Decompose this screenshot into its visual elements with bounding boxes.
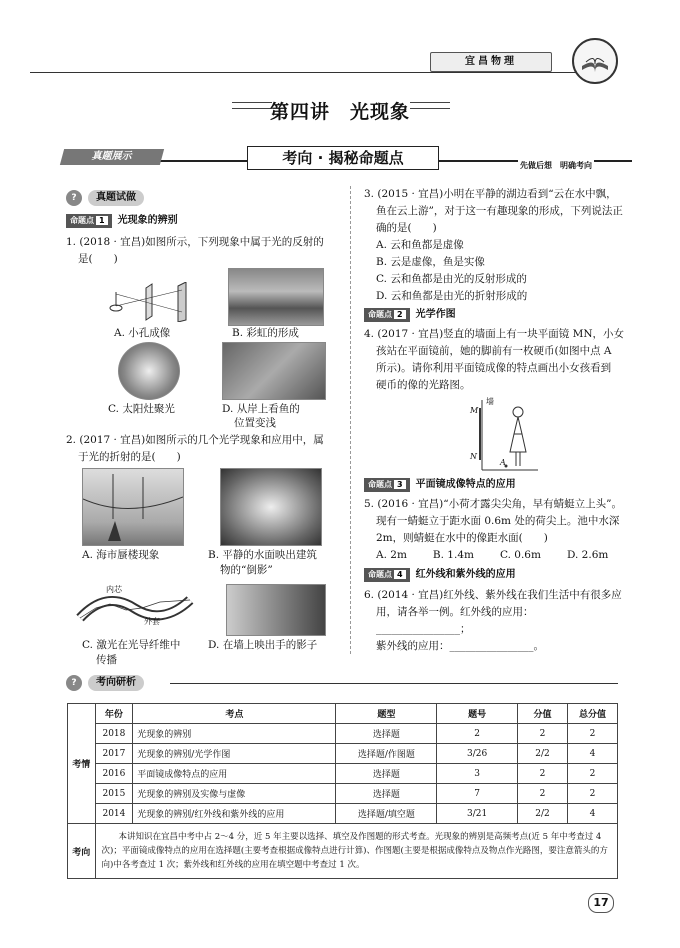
table-row: 2018 光现象的辨别 选择题 2 2 2 [68,724,618,744]
q1-option-a: A. 小孔成像 [114,327,171,339]
question-3: 3. (2015 · 宜昌)小明在平静的湖边看到“云在水中飘， 鱼在云上游”，对于这一有趣现象的形成，下列说法正 确的是( ) A. 云和鱼都是虚像 B. 云是虚像，鱼是实像 C. 云和鱼都是由光的反射形成的 D. 云和鱼都是由光的折射形成的 [364,188,623,302]
table-row: 2017 光现象的辨别/光学作图 选择题/作图题 3/26 2/2 4 [68,744,618,764]
fiber-cladding-label: 外套 [144,617,160,626]
fiber-core-label: 内芯 [106,585,122,594]
infrared-blank[interactable]: ________________； [376,623,471,635]
wall-label: 墙 [486,397,494,406]
hand-shadow-photo [226,584,326,636]
q2-option-d: D. 在墙上映出手的影子 [208,639,318,651]
table-row: 2014 光现象的辨别/红外线和紫外线的应用 选择题/填空题 3/21 2/2 4 [68,804,618,824]
page-title: 第四讲 光现象 [269,101,410,123]
point-a-label: A [500,458,506,467]
direction-text: 本讲知识在宜昌中考中占 2～4 分，近 5 年主要以选择、填空及作图题的形式考查。光现象的辨别是高频考点(近 5 年中考查过 4 次)；平面镜成像特点的应用在选择题(主要考查根据成像特点进行计算)、作图题(主要是根据成像特点及物点作光路图，要注意箭头的方向)中各考查过 1 次；紫外线和红外线的应用在填空题中考查过 1 次。 [95,824,617,879]
band-center-label: 考向 · 揭秘命题点 [247,146,439,170]
column-divider [350,186,351,654]
point-2-header: 命题点 2 光学作图 [364,308,456,322]
band-left-label: 真题展示 [60,149,164,165]
q2-option-b: B. 平静的水面映出建筑 [208,549,317,561]
exam-analysis-table: 考情 年份 考点 题型 题号 分值 总分值 2018 光现象的辨别 选择题 2 2 2 2017 光现象的辨别/光学作图 选择题/作图题 3/26 2/2 4 2016 平面镜成像特点的应用 选择题 3 2 2 2015 光现象的辨别及实像与虚像 选择题 7 2 2 2014 光现象的辨别/红外线和紫外线的应用 选择题/填空题 3/21 2/2 4 考向 本讲知识在宜昌中考中占 2～4 分，近 5 年主要以选择、填空及作图题的形式考查。光现象的辨别是高频考点(近 5 年中考查过 4 次)；平面镜成像特点的应用在选择题(主要考查根据成像特点进行计算)、作图题(主要是根据成像特点及物点作光路图，要注意箭头的方向)中各考查过 1 次；紫外线和红外线的应用在填空题中考查过 1 次。 [67,703,618,879]
mirror-girl-diagram [460,396,540,472]
table-row: 2016 平面镜成像特点的应用 选择题 3 2 2 [68,764,618,784]
q2-option-a: A. 海市蜃楼现象 [82,549,160,561]
rainbow-photo [228,268,324,326]
question-5: 5. (2016 · 宜昌)“小荷才露尖尖角，早有蜻蜓立上头”。 现有一蜻蜓立于距水面 0.6m 处的荷尖上。池中水深 2m，则蜻蜓在水中的像距水面( ) [364,498,623,544]
header-rule [30,72,578,73]
pinhole-diagram [106,282,198,322]
row-label-direction: 考向 [68,824,96,879]
row-label-situation: 考情 [68,704,96,824]
point-1-header: 命题点 1 光现象的辨别 [66,214,178,228]
question-mark-icon: ? [66,190,82,206]
section-analysis: ? 考向研析 [66,675,144,691]
section-real-questions: ? 真题试做 [66,190,144,206]
section-band [62,146,632,168]
fish-photo [222,342,326,400]
q2-option-c-cont: 传播 [96,654,117,666]
solar-cooker-photo [118,342,180,400]
mirage-photo [82,468,184,546]
header-badge: 宜昌物理 [430,52,552,72]
question-1: 1. (2018 · 宜昌)如图所示，下列现象中属于光的反射的 是( ) [66,236,324,265]
ultraviolet-blank[interactable]: ________________。 [449,640,544,652]
point-m-label: M [470,406,479,415]
question-2: 2. (2017 · 宜昌)如图所示的几个光学现象和应用中，属 于光的折射的是( ) [66,434,324,463]
q2-option-b-cont: 物的“倒影” [220,564,273,576]
question-mark-icon: ? [66,675,82,691]
point-n-label: N [470,452,477,461]
q1-option-d-cont: 位置变浅 [234,417,276,429]
section-analysis-rule [170,683,618,684]
book-icon [572,38,618,84]
point-4-header: 命题点 4 红外线和紫外线的应用 [364,568,516,582]
q2-option-c: C. 激光在光导纤维中 [82,639,181,651]
page-number: 17 [588,893,614,913]
q1-option-d: D. 从岸上看鱼的 [222,403,300,415]
q5-options: A. 2m B. 1.4m C. 0.6m D. 2.6m [376,549,609,561]
question-4: 4. (2017 · 宜昌)竖直的墙面上有一块平面镜 MN，小女 孩站在平面镜前，她的脚前有一枚硬币(如图中点 A 所示)。请你利用平面镜成像的特点画出小女孩看到 硬币的像的光路图。 [364,328,625,391]
q1-option-c: C. 太阳灶聚光 [108,403,175,415]
table-row: 2015 光现象的辨别及实像与虚像 选择题 7 2 2 [68,784,618,804]
question-6: 6. (2014 · 宜昌)红外线、紫外线在我们生活中有很多应 用，请各举一例。红外线的应用：________________； 紫外线的应用：________________。 [364,589,622,652]
q1-option-b: B. 彩虹的形成 [232,327,299,339]
optical-fiber-diagram [76,584,194,630]
reflection-photo [220,468,322,546]
band-right-label: 先做后想 明确考向 [520,161,592,170]
point-3-header: 命题点 3 平面镜成像特点的应用 [364,478,516,492]
